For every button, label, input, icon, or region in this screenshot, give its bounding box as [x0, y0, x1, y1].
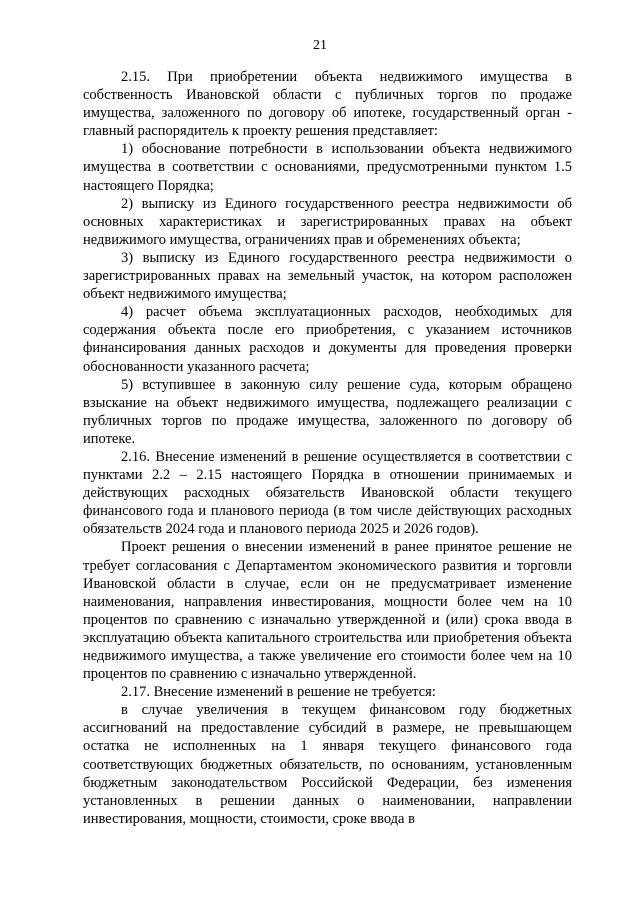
list-item-3: 3) выписку из Единого государственного реестра недвижимости о зарегистрированных правах на земельный участок, на котором расположен объект недвижимого имущества; [83, 249, 572, 303]
paragraph-2-15: 2.15. При приобретении объекта недвижимого имущества в собственность Ивановской области с публичных торгов по продаже имущества, заложенного по договору об ипотеке, государственный орган - главный распорядитель к проекту решения представляет: [83, 69, 572, 140]
paragraph-draft-decision: Проект решения о внесении изменений в ранее принятое решение не требует согласования с Департаментом экономического развития и торговли Ивановской области в случае, если он не предусматривает изменение наименования, направления инвестирования, мощности более чем на 10 процентов по сравнению с изначально утвержденной и (или) срока ввода в эксплуатацию объекта капитального строительства или приобретения объекта недвижимого имущества, а также увеличение его стоимости более чем на 10 процентов по сравнению с изначально утвержденной. [83, 539, 572, 683]
page-number: 21 [313, 38, 327, 53]
list-item-2: 2) выписку из Единого государственного реестра недвижимости об основных характеристиках и зарегистрированных правах на объект недвижимого имущества, ограничениях прав и обременениях объекта; [83, 195, 572, 248]
paragraph-2-17: 2.17. Внесение изменений в решение не требуется: [121, 684, 436, 701]
document-body [83, 68, 572, 828]
list-item-5: 5) вступившее в законную силу решение суда, которым обращено взыскание на объект недвижимого имущества, подлежащего реализации с публичных торгов по продаже имущества, заложенного по договору об ипотеке. [83, 376, 572, 447]
paragraph-subsidy-case: в случае увеличения в текущем финансовом году бюджетных ассигнований на предоставление субсидий в размере, не превышающем остатка не исполненных на 1 января текущего финансового года соответствующих бюджетных обязательств, по основаниям, установленным бюджетным законодательством Российской Федерации, без изменения установленных в решении данных о наименовании, направлении инвестирования, мощности, стоимости, сроке ввода в [83, 702, 572, 827]
list-item-1: 1) обоснование потребности в использовании объекта недвижимого имущества в соответствии с основаниями, предусмотренными пунктом 1.5 настоящего Порядка; [83, 141, 572, 194]
paragraph-2-16: 2.16. Внесение изменений в решение осуществляется в соответствии с пунктами 2.2 – 2.15 настоящего Порядка в отношении принимаемых и действующих расходных обязательств Ивановской области текущего финансового года и планового периода (в том числе действующих расходных обязательств 2024 года и планового периода 2025 и 2026 годов). [83, 448, 572, 538]
list-item-4: 4) расчет объема эксплуатационных расходов, необходимых для содержания объекта после его приобретения, с указанием источников финансирования данных расходов и документы для проведения проверки обоснованности указанного расчета; [83, 304, 572, 375]
